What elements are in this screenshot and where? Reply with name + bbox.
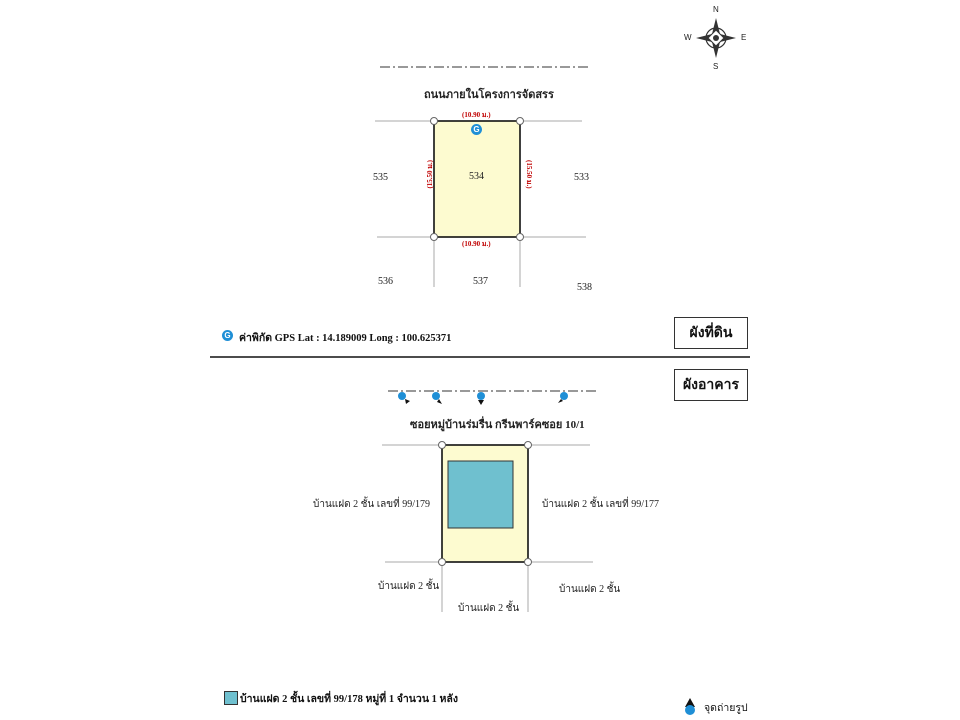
building-footprint <box>448 461 513 528</box>
compass-rose <box>696 18 736 58</box>
photo-point-2 <box>477 392 485 405</box>
plot-number: 534 <box>469 171 484 182</box>
land-plan-title: ผังที่ดิน <box>674 317 748 349</box>
neighbor-left: 535 <box>373 172 388 183</box>
building-legend-swatch <box>224 691 238 705</box>
photo-point-3 <box>432 392 442 404</box>
building-neighbor-bottom-left: บ้านแฝด 2 ชั้น <box>378 581 440 592</box>
compass-n: N <box>713 5 719 14</box>
building-neighbor-bottom-right: บ้านแฝด 2 ชั้น <box>559 584 621 595</box>
neighbor-bottom: 537 <box>473 276 488 287</box>
photo-point-markers <box>398 392 568 405</box>
building-neighbor-bottom: บ้านแฝด 2 ชั้น <box>458 603 520 614</box>
compass-s: S <box>713 62 719 71</box>
land-dim-left: (15.50 ม.) <box>426 160 434 189</box>
land-dim-right: (15.50 ม.) <box>525 160 533 189</box>
compass-e: E <box>741 33 747 42</box>
photo-point-5 <box>558 392 568 403</box>
gps-coordinates: ค่าพิกัด GPS Lat : 14.189009 Long : 100.625371 <box>239 333 452 344</box>
gps-legend-icon: G <box>222 330 233 341</box>
building-neighbor-right: บ้านแฝด 2 ชั้น เลขที่ 99/177 <box>542 499 659 510</box>
photo-point-legend-icon <box>685 698 695 715</box>
building-neighbor-left: บ้านแฝด 2 ชั้น เลขที่ 99/179 <box>313 499 430 510</box>
neighbor-bottom-left: 536 <box>378 276 393 287</box>
photo-point-4 <box>398 392 410 404</box>
land-road-label: ถนนภายในโครงการจัดสรร <box>424 89 554 101</box>
land-dim-bottom: (10.90 ม.) <box>462 240 491 248</box>
building-plan-title: ผังอาคาร <box>674 369 748 401</box>
photo-point-legend-text: จุดถ่ายรูป <box>704 703 748 714</box>
neighbor-bottom-right: 538 <box>577 282 592 293</box>
neighbor-right: 533 <box>574 172 589 183</box>
land-dim-top: (10.90 ม.) <box>462 111 491 119</box>
gps-marker-icon: G <box>471 124 482 135</box>
compass-w: W <box>684 33 692 42</box>
building-legend-text: บ้านแฝด 2 ชั้น เลขที่ 99/178 หมู่ที่ 1 จำนวน 1 หลัง <box>240 694 458 705</box>
building-road-label: ซอยหมู่บ้านร่มรื่น กรีนพาร์คซอย 10/1 <box>410 419 585 431</box>
